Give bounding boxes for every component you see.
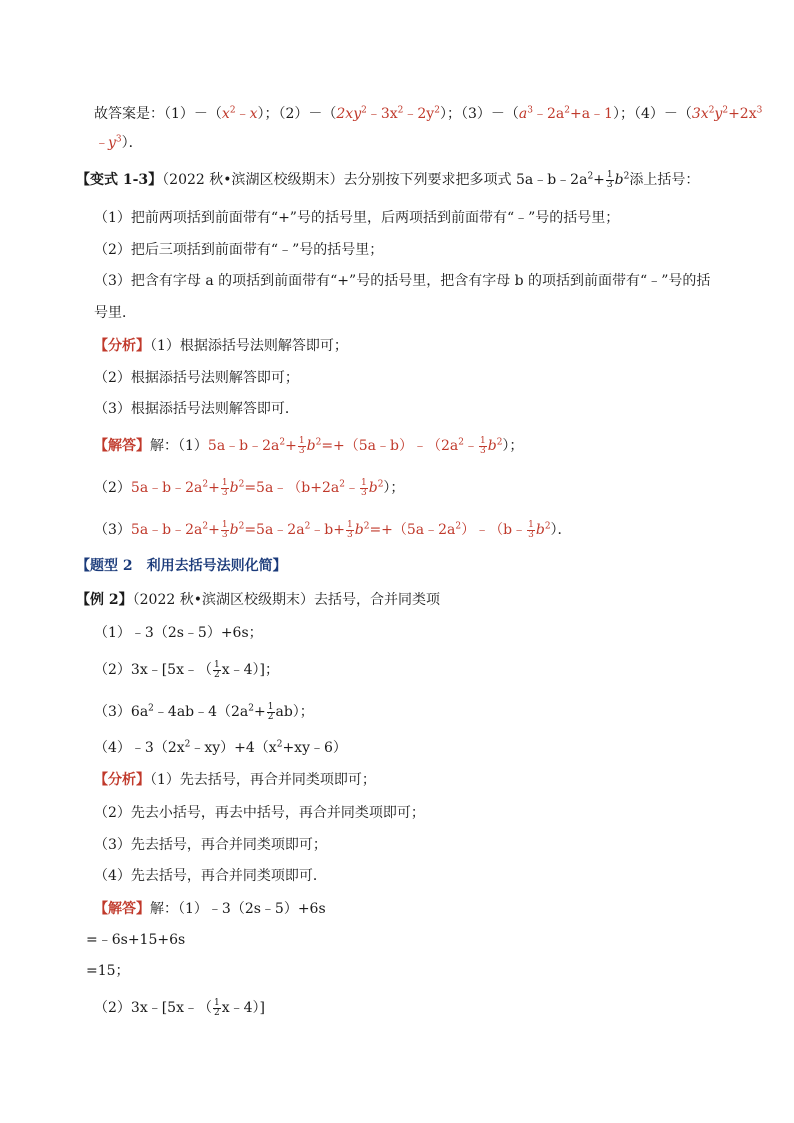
section-heading-type-2: 【题型 2 利用去括号法则化简】 <box>76 558 287 574</box>
solution-2: $(2)5a﹣b﹣2a^2+$ $\frac{1}{3}$ $b^2=5a﹣(b+2a^2﹣$ $\frac{1}{3}$ $b^2$）； <box>94 477 405 498</box>
solution-e2-step-2: =15； <box>86 963 130 979</box>
question-item-3: （3）把含有字母 a 的项括到前面带有“+”号的括号里，把含有字母 b 的项括到前面带有“﹣”号的括 <box>94 273 711 289</box>
analysis-e2-4: （4）先去括号，再合并同类项即可． <box>94 868 327 884</box>
question-item-1: （1）把前两项括到前面带有“+”号的括号里，后两项括到前面带有“﹣”号的括号里； <box>94 210 620 226</box>
variant-1-3-question: 【变式 1-3】（2022 秋•滨湖区校级期末）去分别按下列要求把多项式 $5a﹣b﹣2a^2+$ $\frac{1}{3}$ $b^2$添上括号： <box>76 169 700 190</box>
fraction-one-third: $\frac{1}{3}$ <box>606 169 613 190</box>
example-item-4: $(4)﹣3(2x^2﹣xy)+4(x^2+xy﹣6)$ <box>94 739 347 756</box>
analysis-e2-3: （3）先去括号，再合并同类项即可； <box>94 837 327 853</box>
example-2-question: 【例 2】（2022 秋•滨湖区校级期末）去括号，合并同类项 <box>76 592 440 608</box>
solution-1: 【解答】解：$(1)5a﹣b﹣2a^2+$ $\frac{1}{3}$ $b^2=+(5a﹣b)﹣(2a^2﹣$ $\frac{1}{3}$ $b^2$）； <box>94 435 524 456</box>
analysis-1: 【分析】（1）根据添括号法则解答即可； <box>94 338 348 354</box>
solution-e2-2: （2）3x﹣[5x﹣（ $\frac{1}{2}$ x﹣4）] <box>94 997 265 1018</box>
example-item-1: （1）﹣3（2s﹣5）+6s； <box>94 625 263 641</box>
analysis-3: （3）根据添括号法则解答即可． <box>94 401 299 417</box>
example-item-2: （2）3x﹣[5x﹣（ $\frac{1}{2}$ x﹣4）]； <box>94 659 279 680</box>
question-item-2: （2）把后三项括到前面带有“﹣”号的括号里； <box>94 242 384 258</box>
fraction-one-half: $\frac{1}{2}$ <box>213 997 220 1018</box>
solution-e2-1: 【解答】解：（1）﹣3（2s﹣5）+6s <box>94 901 326 917</box>
solution-3: $(3)5a﹣b﹣2a^2+$ $\frac{1}{3}$ $b^2=5a﹣2a^2﹣b+$ $\frac{1}{3}$ $b^2=+(5a﹣2a^2)﹣(b﹣$ $\frac{1}{3}$ $b^2$）． <box>94 519 572 540</box>
fraction-one-half: $\frac{1}{2}$ <box>267 701 274 722</box>
example-item-3: $(3)6a^2﹣4ab﹣4(2a^2+$ $\frac{1}{2}$ ab）； <box>94 701 314 722</box>
fraction-one-half: $\frac{1}{2}$ <box>213 659 220 680</box>
answer-line-2: $﹣y^3$）． <box>94 134 143 151</box>
analysis-2: （2）根据添括号法则解答即可； <box>94 370 299 386</box>
fraction-one-third: $\frac{1}{3}$ <box>221 477 228 498</box>
answer-line-1: 故答案是：$(1)-(x^2﹣x)$；$(2)-(2xy^2﹣3x^2﹣2y^2)$；$(3)-(a^3﹣2a^2+a﹣1)$；$(4)-(3x^2y^2+2x^3$ <box>94 105 763 122</box>
question-item-3-cont: 号里． <box>94 305 136 321</box>
fraction-one-third: $\frac{1}{3}$ <box>221 519 228 540</box>
fraction-one-third: $\frac{1}{3}$ <box>347 519 353 540</box>
fraction-one-third: $\frac{1}{3}$ <box>479 435 486 456</box>
fraction-one-third: $\frac{1}{3}$ <box>298 435 305 456</box>
analysis-e2-2: （2）先去小括号，再去中括号，再合并同类项即可； <box>94 805 425 821</box>
fraction-one-third: $\frac{1}{3}$ <box>528 519 534 540</box>
fraction-one-third: $\frac{1}{3}$ <box>360 477 367 498</box>
solution-e2-step-1: =﹣6s+15+6s <box>86 932 186 948</box>
analysis-e2-1: 【分析】（1）先去括号，再合并同类项即可； <box>94 772 376 788</box>
